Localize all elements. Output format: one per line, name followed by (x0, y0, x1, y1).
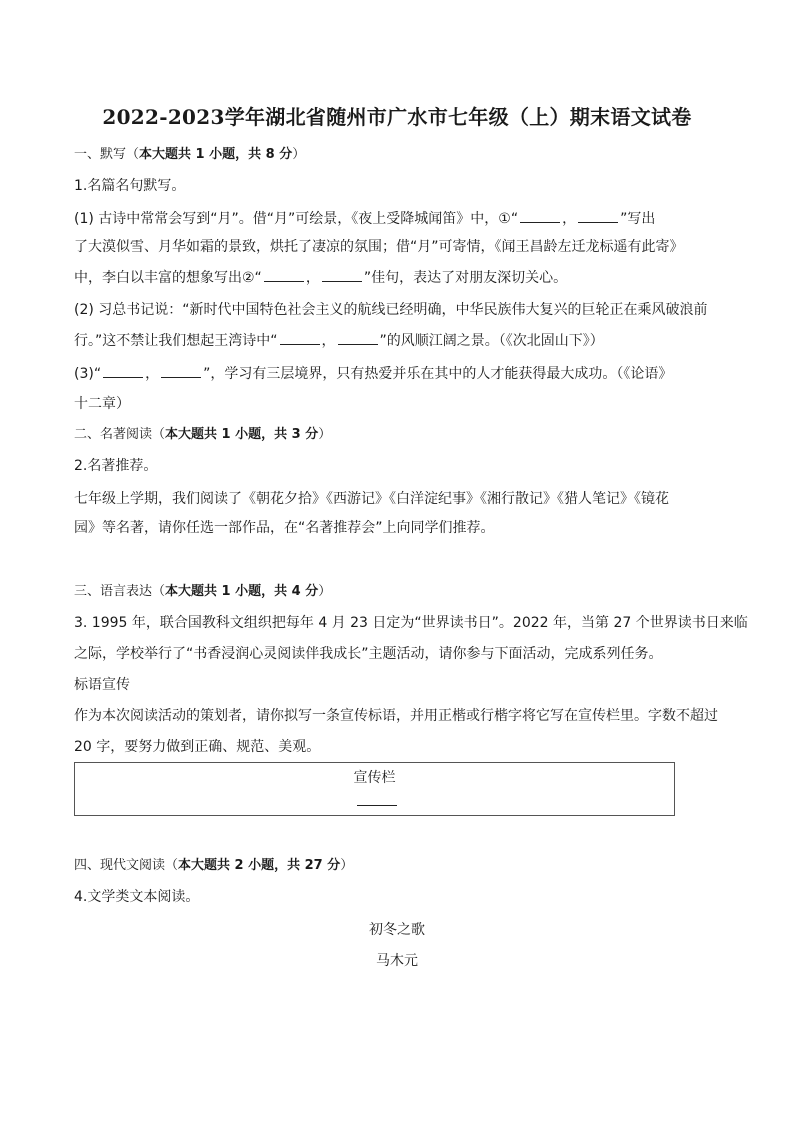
section-heading-1: 一、默写（本大题共 1 小题，共 8 分） (74, 147, 306, 162)
q1-part3-line2: 十二章） (74, 396, 130, 412)
question-1-stem: 1.名篇名句默写。 (74, 178, 186, 194)
answer-blank[interactable] (322, 268, 362, 282)
q3-line3: 作为本次阅读活动的策划者，请你拟写一条宣传标语，并用正楷或行楷字将它写在宣传栏里。字数不超过 (74, 708, 718, 724)
publicity-board-label: 宣传栏 (353, 770, 396, 786)
q2-line1: 七年级上学期，我们阅读了《朝花夕拾》《西游记》《白洋淀纪事》《湘行散记》《猎人笔记》《镜花 (74, 491, 669, 507)
answer-blank[interactable] (338, 331, 378, 345)
question-2-stem: 2.名著推荐。 (74, 458, 158, 474)
q3-line2: 之际，学校举行了“书香浸润心灵阅读伴我成长”主题活动，请你参与下面活动，完成系列任务。 (74, 646, 663, 662)
q2-line2: 园》等名著，请你任选一部作品，在“名著推荐会”上向同学们推荐。 (74, 520, 495, 536)
q1-part3-line1: (3)“ ， ”，学习有三层境界，只有热爱并乐在其中的人才能获得最大成功。（《论语》 (74, 366, 673, 382)
q1-part1-line2: 了大漠似雪、月华如霜的景致，烘托了凄凉的氛围；借“月”可寄情，《闻王昌龄左迁龙标遥有此寄》 (74, 239, 684, 255)
answer-blank[interactable] (280, 331, 320, 345)
exam-title: 2022-2023学年湖北省随州市广水市七年级（上）期末语文试卷 (102, 105, 692, 129)
question-4-stem: 4.文学类文本阅读。 (74, 889, 200, 905)
answer-blank[interactable] (520, 209, 560, 223)
q3-subheading: 标语宣传 (74, 677, 130, 693)
section-heading-3: 三、语言表达（本大题共 1 小题，共 4 分） (74, 584, 332, 599)
answer-blank[interactable] (264, 268, 304, 282)
publicity-board-box (74, 762, 675, 816)
q1-part2-line2: 行。”这不禁让我们想起王湾诗中“ ， ”的风顺江阔之景。（《次北固山下》） (74, 333, 604, 349)
poem-title: 初冬之歌 (369, 922, 425, 938)
q1-part1-line1: (1) 古诗中常常会写到“月”。借“月”可绘景，《夜上受降城闻笛》中，①“ ， ”写出 (74, 211, 656, 227)
answer-blank[interactable] (357, 805, 397, 806)
poem-author: 马木元 (376, 953, 418, 969)
q3-line1: 3. 1995 年，联合国教科文组织把每年 4 月 23 日定为“世界读书日”。2022 年，当第 27 个世界读书日来临 (74, 615, 748, 631)
answer-blank[interactable] (161, 364, 201, 378)
section-heading-2: 二、名著阅读（本大题共 1 小题，共 3 分） (74, 427, 332, 442)
section-heading-4: 四、现代文阅读（本大题共 2 小题，共 27 分） (74, 858, 354, 873)
q1-part2-line1: (2) 习总书记说：“新时代中国特色社会主义的航线已经明确，中华民族伟大复兴的巨轮正在乘风破浪前 (74, 302, 708, 318)
answer-blank[interactable] (578, 209, 618, 223)
q3-line4: 20 字，要努力做到正确、规范、美观。 (74, 739, 321, 755)
answer-blank[interactable] (103, 364, 143, 378)
q1-part1-line3: 中，李白以丰富的想象写出②“ ， ”佳句，表达了对朋友深切关心。 (74, 270, 568, 286)
